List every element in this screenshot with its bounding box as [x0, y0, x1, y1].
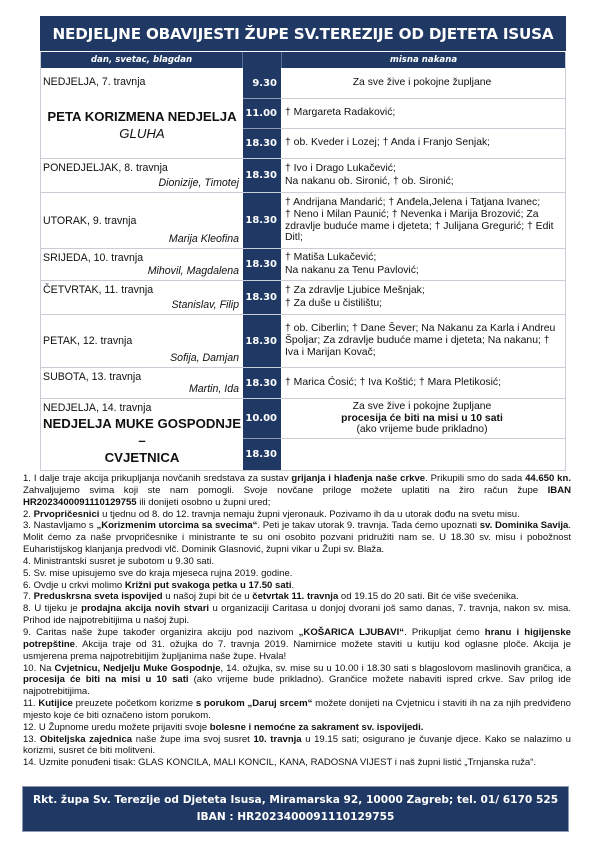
- mass-time: 11.00: [243, 98, 281, 128]
- day-cell: [41, 159, 243, 192]
- announcement-text: možete donijeti na Cvjetnicu i staviti ih na za njih predviđeno mjesto koje će biti označeno istom porukom.: [23, 698, 571, 721]
- table-row-wednesday: [41, 248, 565, 280]
- table-header: [41, 52, 565, 68]
- mass-schedule-table: [40, 52, 566, 471]
- header-time-column: [243, 52, 281, 68]
- announcement-text: . Prikupljat ćemo: [404, 626, 485, 638]
- announcement-item: [23, 627, 571, 663]
- announcement-text: u organizaciji Caritasa u donjoj dvorani još samo danas, 7. travnja, nakon sv. misa. Prihod ide najpotrebitijima u našoj župi.: [23, 603, 571, 627]
- announcement-text: od 19.15 do 20 sati. Bit će više svećenika.: [338, 591, 519, 603]
- announcement-text: 14. Uzmite ponuđeni tisak: GLAS KONCILA, MALI KONCIL, KANA, RADOSNA VIJEST i naš župni listić „Trnjanska ruža“.: [23, 757, 537, 769]
- mass-intent: † ob. Kveder i Lozej; † Anda i Franjo Senjak;: [281, 128, 565, 158]
- mass-intent: [281, 281, 565, 314]
- announcement-item: [23, 509, 571, 521]
- mass-intent: [281, 193, 565, 248]
- announcement-emphasis: IBAN HR2023400091110129755: [23, 484, 571, 508]
- announcement-emphasis: 10. travnja: [253, 733, 302, 745]
- intent-line: (ako vrijeme bude prikladno): [356, 424, 488, 436]
- feast-title-line-1: NEDJELJA MUKE GOSPODNJE –: [42, 416, 242, 448]
- announcement-item: [23, 603, 571, 627]
- feast-name: [41, 108, 243, 142]
- announcement-emphasis: bolesne i nemoćne za sakrament sv. ispovijedi.: [209, 721, 424, 733]
- intent-line: † Za zdravlje Ljubice Mešnjak;: [285, 285, 425, 297]
- mass-time: 18.30: [243, 315, 281, 367]
- announcement-emphasis: s porukom „Daruj srcem“: [195, 698, 313, 710]
- announcement-text: 7.: [23, 591, 34, 603]
- intent-line: Za sve žive i pokojne župljane: [352, 401, 492, 413]
- header-day-column: dan, svetac, blagdan: [41, 52, 243, 68]
- mass-intent: [281, 315, 565, 367]
- intent-line: † Marica Ćosić; † Iva Koštić; † Mara Pletikosić;: [285, 376, 501, 388]
- mass-time: 18.30: [243, 368, 281, 398]
- table-row-thursday: [41, 280, 565, 314]
- saint-name: Mihovil, Magdalena: [147, 265, 239, 277]
- announcement-text: 12. U Župnome uredu možete prijaviti svoje: [23, 721, 210, 733]
- intent-line: Na nakanu ob. Sironić, † ob. Sironić;: [285, 175, 454, 187]
- day-name: SUBOTA, 13. travnja: [43, 371, 142, 383]
- mass-time: 10.00: [243, 399, 281, 438]
- feast-title: PETA KORIZMENA NEDJELJA: [47, 109, 237, 124]
- day-cell: [41, 281, 243, 314]
- day-name: ČETVRTAK, 11. travnja: [43, 284, 154, 296]
- announcement-emphasis: „KOŠARICA LJUBAVI“: [298, 626, 405, 638]
- contact-address: Rkt. župa Sv. Terezije od Djeteta Isusa, Miramarska 92, 10000 Zagreb; tel. 01/ 6170 525: [32, 794, 559, 806]
- mass-time: 9.30: [243, 68, 281, 98]
- announcement-text: 3. Nastavljamo s: [23, 520, 97, 532]
- table-row-saturday: [41, 367, 565, 398]
- announcement-emphasis: Prvopričesnici: [33, 508, 100, 520]
- announcements-list: [23, 473, 571, 769]
- announcement-item: [23, 568, 571, 580]
- announcement-text: 5. Sv. mise upisujemo sve do kraja mjeseca rujna 2019. godine.: [23, 567, 293, 579]
- saint-name: Marija Kleofina: [168, 233, 239, 245]
- intent-line: † ob. Ciberlin; † Dane Šever; Na Nakanu za Karla i Andreu: [285, 323, 556, 334]
- table-row-monday: [41, 158, 565, 192]
- announcement-text: 10. Na: [23, 662, 55, 674]
- announcement-item: [23, 556, 571, 568]
- intent-column: [281, 399, 565, 470]
- announcement-item: [23, 591, 571, 603]
- saint-name: Sofija, Damjan: [170, 352, 239, 364]
- feast-name: [41, 415, 243, 466]
- announcement-text: 9. Caritas naše župe također organizira akciju pod nazivom: [23, 626, 299, 638]
- day-cell: [41, 193, 243, 248]
- intent-column: [281, 68, 565, 158]
- announcement-text: 2.: [23, 508, 34, 520]
- announcement-text: Zahvaljujemo svima koji ste nam pomogli. Svoje novčane priloge možete uplatiti na žiro račun župe: [23, 484, 548, 496]
- announcement-emphasis: „Korizmenim utorcima sa svecima“: [96, 520, 258, 532]
- saint-name: Dionizije, Timotej: [158, 177, 239, 189]
- saint-name: Stanislav, Filip: [171, 299, 239, 311]
- announcement-text: u 19.15 sati; osigurano je čuvanje djece. Kako se nalazimo u korizmi, susret će biti molitveni.: [23, 733, 571, 757]
- intent-line: Špoljar; Za zdravlje buduće mame i djeteta; Na nakanu; †: [285, 335, 550, 346]
- announcement-text: . Prikupili smo do sada: [425, 473, 526, 484]
- announcement-text: preuzete početkom korizme: [72, 698, 196, 710]
- mass-time: 18.30: [243, 159, 281, 192]
- mass-intent: [281, 399, 565, 438]
- announcement-text: 11.: [23, 698, 39, 710]
- announcement-emphasis: Kutijice: [38, 698, 73, 710]
- day-cell: [41, 249, 243, 280]
- announcement-text: . Molit ćemo za naše prvopričesnike i ministrante te su oni osobito pozvani pridružiti nam se. U 18.30 sv. misu i pobožnost Euharistijskog klanjanja predvodi vlč. Dominik Glasnović, župni vikar u Župi sv. Blaža.: [23, 520, 571, 556]
- intent-line: † Matiša Lukačević;: [285, 252, 377, 264]
- announcement-text: .: [291, 579, 295, 591]
- page-title: NEDJELJNE OBAVIJESTI ŽUPE SV.TEREZIJE OD DJETETA ISUSA: [40, 16, 566, 51]
- table-row-friday: [41, 314, 565, 367]
- intent-line: † Za duše u čistilištu;: [285, 297, 383, 309]
- announcement-emphasis: grijanja i hlađenja naše crkve: [291, 473, 426, 484]
- mass-time: 18.30: [243, 438, 281, 470]
- announcement-emphasis: Cvjetnicu, Nedjelju Muke Gospodnje: [54, 662, 221, 674]
- mass-time: 18.30: [243, 281, 281, 314]
- parish-contact-footer: [22, 786, 569, 832]
- feast-subtitle: GLUHA: [119, 126, 165, 141]
- day-name: PETAK, 12. travnja: [43, 335, 133, 347]
- mass-intent: [281, 159, 565, 192]
- day-name: UTORAK, 9. travnja: [43, 214, 137, 227]
- header-intent-column: misna nakana: [281, 52, 565, 68]
- intent-line: procesija će biti na misi u 10 sati: [341, 412, 503, 424]
- intent-line: Ditl;: [285, 232, 303, 244]
- feast-title-line-2: CVJETNICA: [104, 450, 180, 465]
- table-row-sunday-2: [41, 398, 565, 470]
- intent-line: † Neno i Milan Paunić; † Nevenka i Marija Brozović; Za: [285, 208, 539, 220]
- announcement-emphasis: hranu i higijenske potrepštine: [23, 626, 571, 650]
- announcement-emphasis: Križni put svakoga petka u 17.50 sati: [124, 579, 292, 591]
- announcement-item: [23, 473, 571, 509]
- mass-intent: Za sve žive i pokojne župljane: [352, 76, 492, 88]
- announcement-text: (ako vrijeme bude prikladno). Grančice možete nabaviti ispred crkve. Sav prilog ide najpotrebitijima.: [23, 674, 571, 698]
- intent-line: † Andrijana Mandarić; † Anđela,Jelena i Tatjana Ivanec;: [285, 197, 541, 209]
- announcement-text: . Akcija traje od 31. ožujka do 7. travnja 2019. Namirnice možete staviti u kutiju kod oglasne ploče. Akcija je usmjerena prema najpotrebitijim župljanima naše župe. Hvala!: [23, 638, 571, 662]
- announcement-text: 4. Ministrantski susret je subotom u 9.30 sati.: [23, 555, 215, 567]
- intent-line: Na nakanu za Tenu Pavlović;: [285, 264, 419, 276]
- announcement-item: [23, 734, 571, 758]
- intent-line: Iva i Marijan Kovač;: [285, 347, 376, 358]
- day-cell: [41, 315, 243, 367]
- table-row-sunday-1: [41, 68, 565, 158]
- announcement-text: 8. U tijeku je: [23, 603, 82, 615]
- announcement-emphasis: procesija će biti na misi u 10 sati: [23, 674, 189, 686]
- time-column: [243, 399, 281, 470]
- announcement-item: [23, 722, 571, 734]
- mass-intent: † Margareta Radaković;: [281, 98, 565, 128]
- table-row-tuesday: [41, 192, 565, 248]
- announcement-text: u našoj župi bit će u: [162, 591, 253, 603]
- announcement-item: [23, 663, 571, 699]
- day-name: PONEDJELJAK, 8. travnja: [43, 162, 168, 174]
- announcement-emphasis: Obiteljska zajednica: [39, 733, 133, 745]
- mass-time: 18.30: [243, 193, 281, 248]
- announcement-emphasis: 44.650 kn.: [525, 473, 571, 484]
- contact-iban: IBAN : HR2023400091110129755: [196, 811, 395, 823]
- announcement-text: 1. I dalje traje akcija prikupljanja novčanih sredstava za sustav: [23, 473, 292, 484]
- announcement-emphasis: Preduskrsna sveta ispovijed: [33, 591, 163, 603]
- day-name: SRIJEDA, 10. travnja: [43, 252, 144, 264]
- time-column: [243, 68, 281, 158]
- announcement-emphasis: sv. Dominika Savija: [479, 520, 569, 532]
- announcement-text: . Peti je takav utorak 9. travnja. Tada ćemo upoznati: [257, 520, 480, 532]
- mass-intent-empty: [281, 438, 565, 470]
- announcement-item: [23, 698, 571, 722]
- announcement-emphasis: četvrtak 11. travnja: [252, 591, 339, 603]
- intent-line: zdravlje buduće mame i djeteta; † Julijana Gregurić; † Edit: [285, 220, 554, 232]
- saint-name: Martin, Ida: [188, 383, 239, 395]
- intent-line: † Ivo i Drago Lukačević;: [285, 163, 396, 175]
- day-cell: [41, 368, 243, 398]
- announcement-emphasis: prodajna akcija novih stvari: [81, 603, 210, 615]
- announcement-text: 6. Ovdje u crkvi molimo: [23, 579, 125, 591]
- announcement-text: 13.: [23, 733, 40, 745]
- announcement-text: u tjednu od 8. do 12. travnja nemaju župni vjeronauk. Pozivamo ih da u utorak dođu na svetu misu.: [99, 508, 520, 520]
- announcement-text: ili donijeti osobno u župni ured;: [136, 496, 271, 508]
- day-cell: [41, 399, 243, 470]
- announcement-item: [23, 520, 571, 556]
- day-name: NEDJELJA, 14. travnja: [43, 402, 152, 414]
- announcement-text: naše župe ima svoj susret: [132, 733, 254, 745]
- announcement-item: [23, 757, 571, 769]
- announcement-text: , 14. ožujka, sv. mise su u 10.00 i 18.30 sati s blagoslovom maslinovih grančica, a: [220, 662, 572, 674]
- mass-time: 18.30: [243, 128, 281, 158]
- mass-intent: [281, 368, 565, 398]
- announcement-item: [23, 580, 571, 592]
- mass-intent: [281, 249, 565, 280]
- day-name: NEDJELJA, 7. travnja: [43, 76, 146, 88]
- mass-time: 18.30: [243, 249, 281, 280]
- day-cell: [41, 68, 243, 158]
